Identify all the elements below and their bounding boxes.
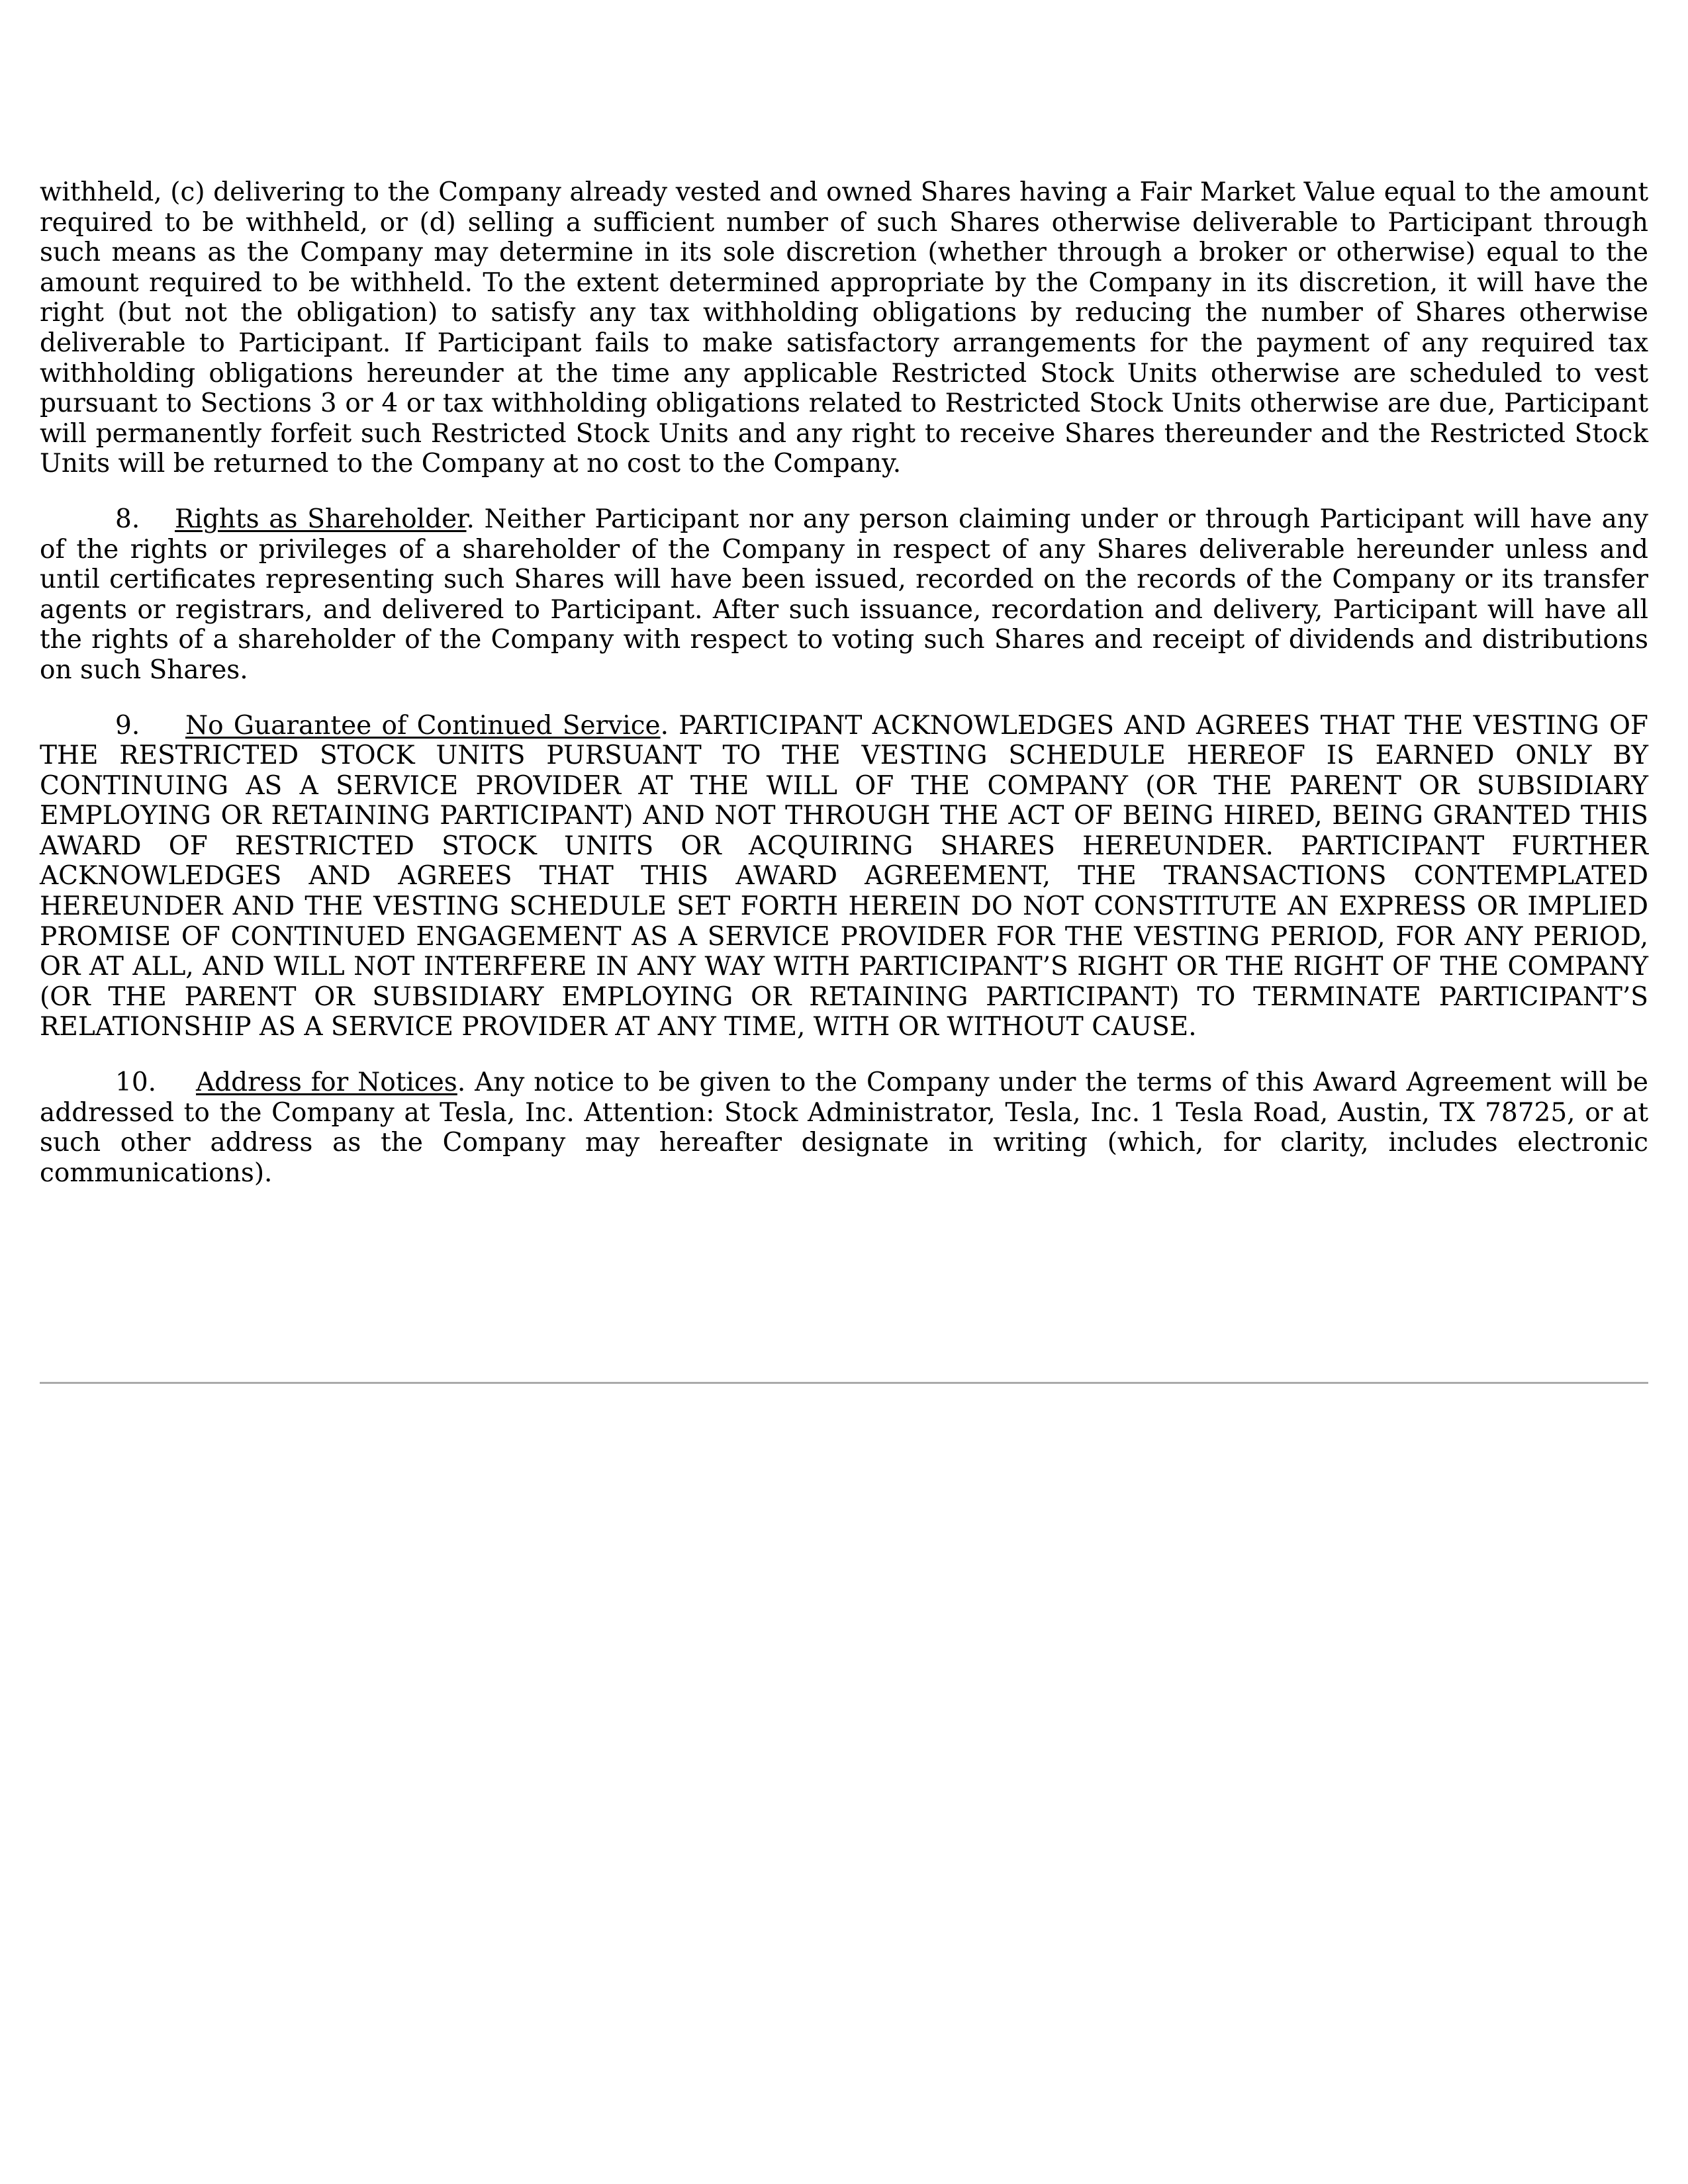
section-body: . Neither Participant nor any person claiming under or through Participant will have any of the rights or privileges of a shareholder of the Company in respect of any Shares deliverable hereunder unless and until certificates representing such Shares will have been issued, recorded on the records of the Company or its transfer agents or registrars, and delivered to Participant. After such issuance, recordation and delivery, Participant will have all the rights of a shareholder of the Company with respect to voting such Shares and receipt of dividends and distributions on such Shares. [40, 504, 1648, 685]
continuation-paragraph: withheld, (c) delivering to the Company already vested and owned Shares having a Fair Market Value equal to the amount required to be withheld, or (d) selling a sufficient number of such Shares otherwise deliverable to Participant through such means as the Company may determine in its sole discretion (whether through a broker or otherwise) equal to the amount required to be withheld. To the extent determined appropriate by the Company in its discretion, it will have the right (but not the obligation) to satisfy any tax withholding obligations by reducing the number of Shares otherwise deliverable to Participant. If Participant fails to make satisfactory arrangements for the payment of any required tax withholding obligations hereunder at the time any applicable Restricted Stock Units otherwise are scheduled to vest pursuant to Sections 3 or 4 or tax withholding obligations related to Restricted Stock Units otherwise are due, Participant will permanently forfeit such Restricted Stock Units and any right to receive Shares thereunder and the Restricted Stock Units will be returned to the Company at no cost to the Company. [40, 177, 1648, 479]
section-8-paragraph [40, 504, 1648, 686]
section-body: . Any notice to be given to the Company under the terms of this Award Agreement will be addressed to the Company at Tesla, Inc. Attention: Stock Administrator, Tesla, Inc. 1 Tesla Road, Austin, TX 78725, or at such other address as the Company may hereafter designate in writing (which, for clarity, includes electronic communications). [40, 1068, 1648, 1188]
section-number: 8. [115, 504, 140, 534]
section-number: 10. [115, 1068, 157, 1098]
section-number: 9. [115, 710, 140, 741]
section-10-paragraph [40, 1068, 1648, 1188]
section-heading-rights-as-shareholder: Rights as Shareholder [175, 504, 467, 534]
section-body: . PARTICIPANT ACKNOWLEDGES AND AGREES THAT THE VESTING OF THE RESTRICTED STOCK UNITS PURSUANT TO THE VESTING SCHEDULE HEREOF IS EARNED ONLY BY CONTINUING AS A SERVICE PROVIDER AT THE WILL OF THE COMPANY (OR THE PARENT OR SUBSIDIARY EMPLOYING OR RETAINING PARTICIPANT) AND NOT THROUGH THE ACT OF BEING HIRED, BEING GRANTED THIS AWARD OF RESTRICTED STOCK UNITS OR ACQUIRING SHARES HEREUNDER. PARTICIPANT FURTHER ACKNOWLEDGES AND AGREES THAT THIS AWARD AGREEMENT, THE TRANSACTIONS CONTEMPLATED HEREUNDER AND THE VESTING SCHEDULE SET FORTH HEREIN DO NOT CONSTITUTE AN EXPRESS OR IMPLIED PROMISE OF CONTINUED ENGAGEMENT AS A SERVICE PROVIDER FOR THE VESTING PERIOD, FOR ANY PERIOD, OR AT ALL, AND WILL NOT INTERFERE IN ANY WAY WITH PARTICIPANT’S RIGHT OR THE RIGHT OF THE COMPANY (OR THE PARENT OR SUBSIDIARY EMPLOYING OR RETAINING PARTICIPANT) TO TERMINATE PARTICIPANT’S RELATIONSHIP AS A SERVICE PROVIDER AT ANY TIME, WITH OR WITHOUT CAUSE. [40, 710, 1648, 1042]
page-divider [40, 1382, 1648, 1384]
section-heading-address-for-notices: Address for Notices [196, 1068, 457, 1098]
section-9-paragraph [40, 711, 1648, 1043]
section-heading-no-guarantee-of-continued-service: No Guarantee of Continued Service [185, 710, 661, 741]
document-page [40, 177, 1648, 1188]
